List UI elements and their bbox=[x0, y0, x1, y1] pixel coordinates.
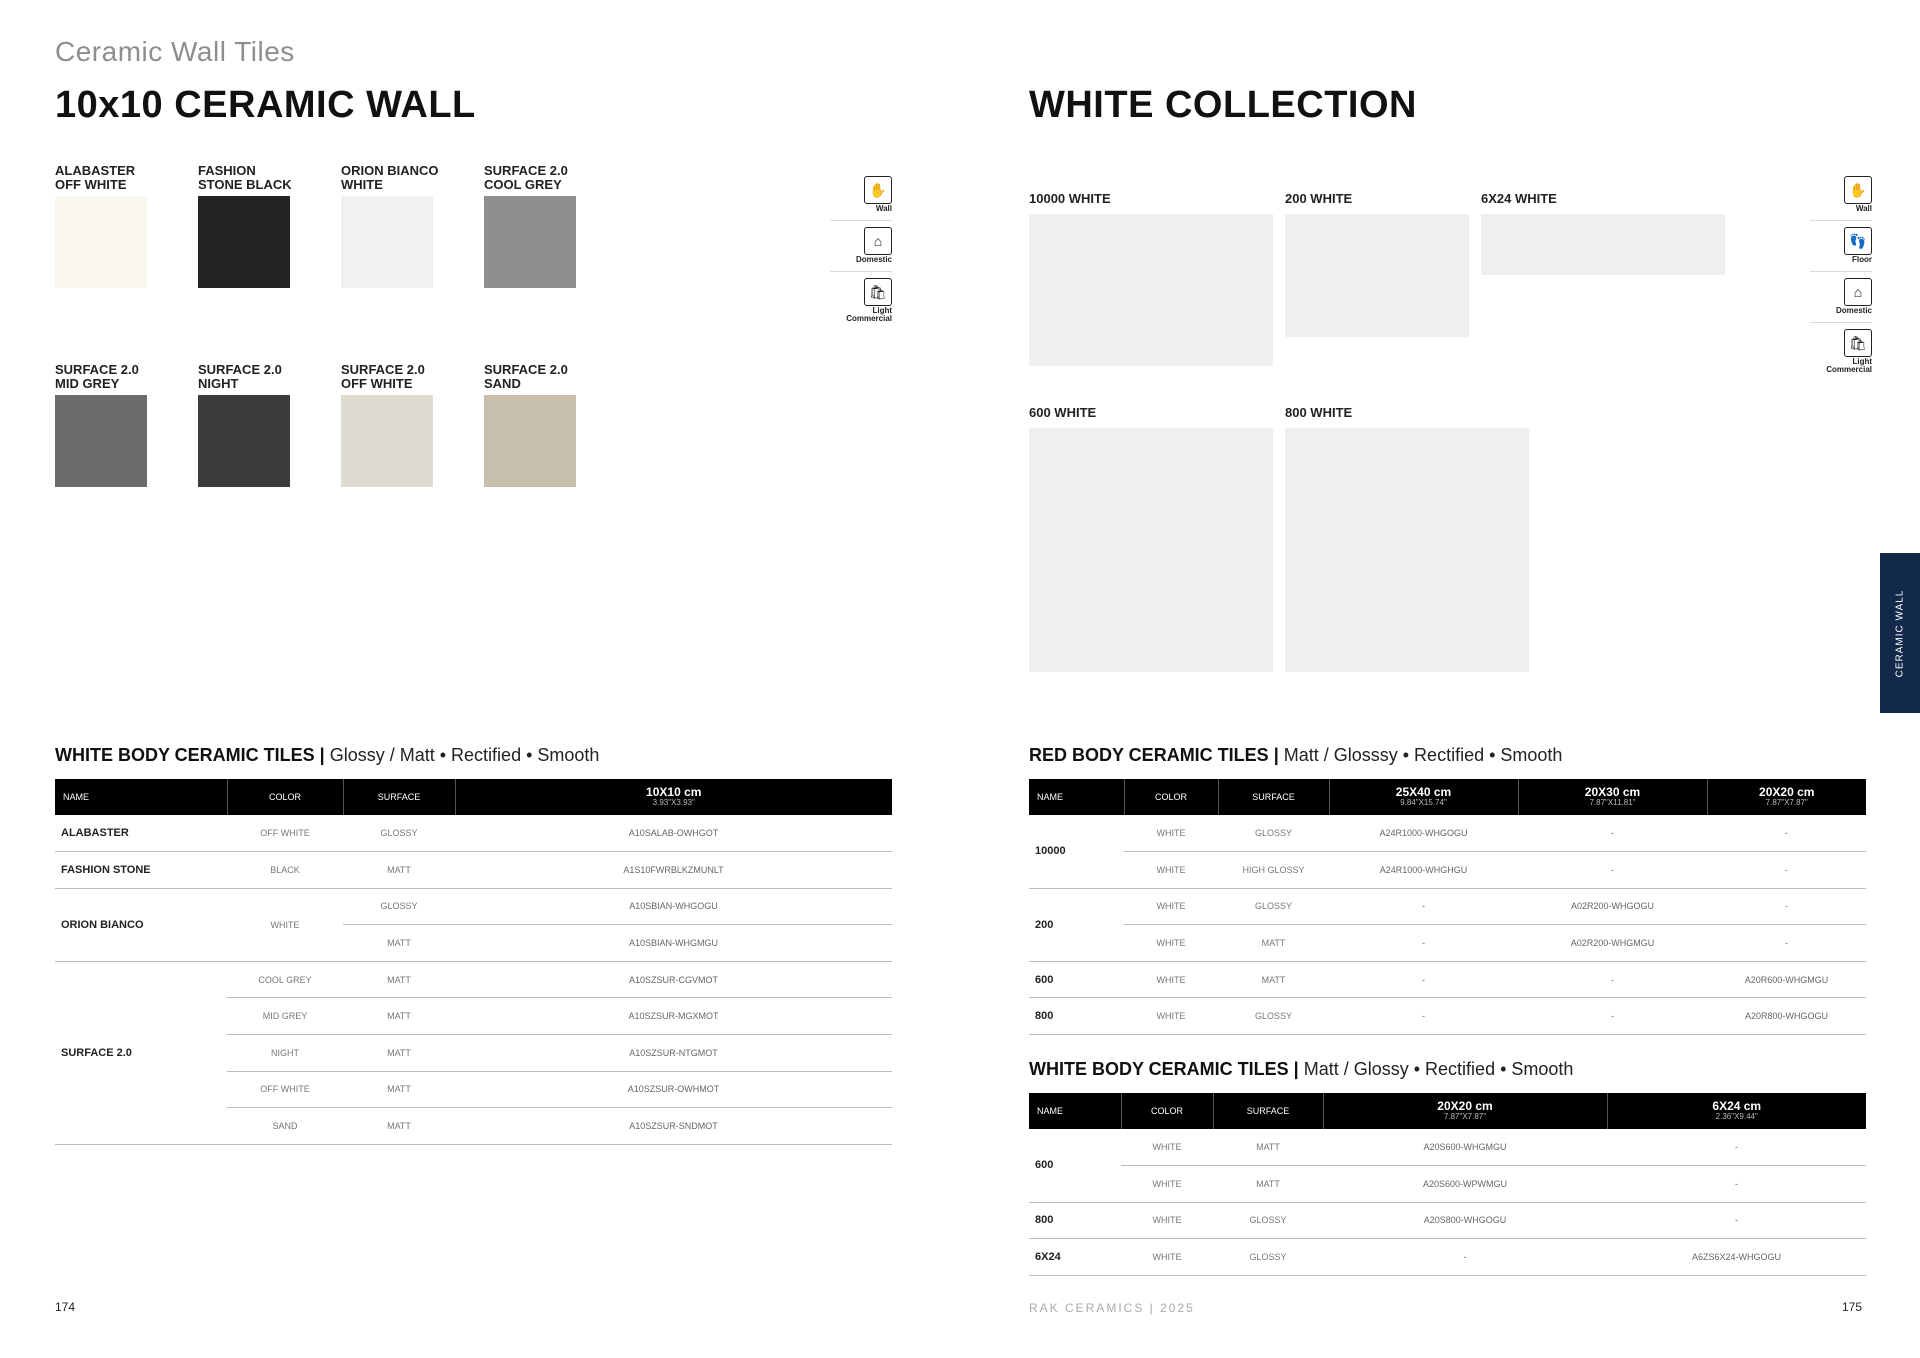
cell-surface: MATT bbox=[1213, 1129, 1323, 1166]
cell-code: - bbox=[1518, 998, 1707, 1035]
cell-name: 800 bbox=[1029, 998, 1124, 1035]
table-row bbox=[1029, 815, 1866, 852]
table-row bbox=[1029, 925, 1866, 962]
cell-surface: GLOSSY bbox=[343, 888, 455, 925]
cell-name: 800 bbox=[1029, 1202, 1121, 1239]
table-row bbox=[1029, 1202, 1866, 1239]
cell-code: - bbox=[1607, 1129, 1866, 1166]
tile-10000-white bbox=[1029, 214, 1273, 366]
white-body-table-left bbox=[55, 779, 892, 1145]
col-header-color: COLOR bbox=[227, 779, 343, 815]
size-label: 20X30 cm bbox=[1584, 785, 1641, 799]
cell-code: - bbox=[1329, 998, 1518, 1035]
cell-code: - bbox=[1323, 1239, 1607, 1276]
cell-code: - bbox=[1707, 888, 1866, 925]
table-row bbox=[55, 961, 892, 998]
swatch-orion-bianco bbox=[341, 164, 491, 288]
swatch-label: FASHION STONE BLACK bbox=[198, 163, 292, 192]
cell-name: ALABASTER bbox=[55, 815, 227, 852]
swatch-label: ORION BIANCO WHITE bbox=[341, 163, 439, 192]
swatch-alabaster bbox=[55, 164, 205, 288]
domestic-icon: ⌂ bbox=[1844, 278, 1872, 306]
cell-color: WHITE bbox=[1124, 888, 1218, 925]
col-header-size-20x20 bbox=[1707, 779, 1866, 815]
swatch-label: SURFACE 2.0 SAND bbox=[484, 362, 568, 391]
tile-600-white bbox=[1029, 428, 1273, 672]
table-row bbox=[55, 815, 892, 852]
cell-code: - bbox=[1329, 961, 1518, 998]
section-tab[interactable] bbox=[1880, 553, 1920, 713]
cell-code: - bbox=[1329, 888, 1518, 925]
tile-label-600: 600 WHITE bbox=[1029, 405, 1097, 420]
cell-code: A10SALAB-OWHGOT bbox=[455, 815, 892, 852]
cell-code: - bbox=[1707, 925, 1866, 962]
cell-code: A10SZSUR-SNDMOT bbox=[455, 1108, 892, 1145]
table-title-bold: WHITE BODY CERAMIC TILES | bbox=[1029, 1059, 1299, 1079]
cell-code: A02R200-WHGOGU bbox=[1518, 888, 1707, 925]
icon-caption: Domestic bbox=[855, 255, 892, 264]
cell-code: A10SZSUR-MGXMOT bbox=[455, 998, 892, 1035]
swatch-label: SURFACE 2.0 NIGHT bbox=[198, 362, 282, 391]
col-header-name: NAME bbox=[55, 779, 227, 815]
cell-color: WHITE bbox=[1121, 1166, 1213, 1203]
tile-label-6x24: 6X24 WHITE bbox=[1481, 191, 1557, 206]
cell-code: A1S10FWRBLKZMUNLT bbox=[455, 852, 892, 889]
table-row bbox=[1029, 852, 1866, 889]
icon-caption: Light Commercial bbox=[1826, 357, 1872, 374]
cell-code: A10SBIAN-WHGOGU bbox=[455, 888, 892, 925]
section-tab-label: CERAMIC WALL bbox=[1894, 589, 1906, 677]
cell-surface: GLOSSY bbox=[1218, 815, 1329, 852]
cell-color: WHITE bbox=[227, 888, 343, 961]
cell-surface: MATT bbox=[1218, 961, 1329, 998]
white-body-table-right bbox=[1029, 1093, 1866, 1276]
cell-name: 600 bbox=[1029, 961, 1124, 998]
table-row bbox=[1029, 998, 1866, 1035]
swatch-tile bbox=[55, 196, 147, 288]
swatch-surface-cool-grey bbox=[484, 164, 634, 288]
col-header-size-20x20 bbox=[1323, 1093, 1607, 1129]
usage-domestic bbox=[830, 221, 892, 272]
size-sub: 3.93"X3.93" bbox=[652, 798, 695, 807]
right-page bbox=[960, 0, 1920, 1358]
cell-color: WHITE bbox=[1121, 1202, 1213, 1239]
swatch-tile bbox=[198, 395, 290, 487]
table-title-left bbox=[55, 745, 599, 766]
cell-code: - bbox=[1607, 1166, 1866, 1203]
table-title-bold: RED BODY CERAMIC TILES | bbox=[1029, 745, 1279, 765]
cell-color: COOL GREY bbox=[227, 961, 343, 998]
cell-color: WHITE bbox=[1121, 1239, 1213, 1276]
cell-code: A10SBIAN-WHGMGU bbox=[455, 925, 892, 962]
cell-surface: MATT bbox=[1218, 925, 1329, 962]
cell-name: 200 bbox=[1029, 888, 1124, 961]
size-label: 10X10 cm bbox=[646, 785, 702, 799]
usage-light-commercial bbox=[830, 272, 892, 323]
wall-icon: ✋ bbox=[864, 176, 892, 204]
cell-code: A20S800-WHGOGU bbox=[1323, 1202, 1607, 1239]
size-sub: 7.87"X11.81" bbox=[1589, 798, 1636, 807]
size-sub: 2.36"X9.44" bbox=[1715, 1112, 1758, 1121]
cell-color: BLACK bbox=[227, 852, 343, 889]
icon-caption: Floor bbox=[1852, 255, 1872, 264]
page-number-right: 175 bbox=[1842, 1300, 1863, 1314]
cell-code: A24R1000-WHGOGU bbox=[1329, 815, 1518, 852]
cell-surface: MATT bbox=[1213, 1166, 1323, 1203]
col-header-size bbox=[455, 779, 892, 815]
cell-code: A24R1000-WHGHGU bbox=[1329, 852, 1518, 889]
cell-color: OFF WHITE bbox=[227, 1071, 343, 1108]
swatch-tile bbox=[55, 395, 147, 487]
cell-code: - bbox=[1518, 961, 1707, 998]
cell-color: OFF WHITE bbox=[227, 815, 343, 852]
table-row bbox=[1029, 961, 1866, 998]
table-row bbox=[55, 852, 892, 889]
cell-surface: MATT bbox=[343, 998, 455, 1035]
col-header-size-6x24 bbox=[1607, 1093, 1866, 1129]
cell-surface: MATT bbox=[343, 1035, 455, 1072]
tile-label-200: 200 WHITE bbox=[1285, 191, 1353, 206]
floor-icon: 👣 bbox=[1844, 227, 1872, 255]
table-title-red-body bbox=[1029, 745, 1562, 766]
cell-surface: MATT bbox=[343, 925, 455, 962]
swatch-surface-mid-grey bbox=[55, 363, 205, 487]
page-title-right: WHITE COLLECTION bbox=[1029, 84, 1417, 126]
cell-surface: HIGH GLOSSY bbox=[1218, 852, 1329, 889]
cell-color: WHITE bbox=[1124, 998, 1218, 1035]
usage-wall bbox=[1810, 170, 1872, 221]
cell-name: ORION BIANCO bbox=[55, 888, 227, 961]
cell-code: A6ZS6X24-WHGOGU bbox=[1607, 1239, 1866, 1276]
cell-surface: MATT bbox=[343, 852, 455, 889]
icon-caption: Wall bbox=[875, 204, 892, 213]
swatch-label: SURFACE 2.0 MID GREY bbox=[55, 362, 139, 391]
table-title-rest: Matt / Glosssy • Rectified • Smooth bbox=[1278, 745, 1563, 765]
cell-color: SAND bbox=[227, 1108, 343, 1145]
swatch-surface-night bbox=[198, 363, 348, 487]
cell-surface: GLOSSY bbox=[1218, 888, 1329, 925]
table-title-rest: Matt / Glossy • Rectified • Smooth bbox=[1298, 1059, 1574, 1079]
col-header-size-25x40 bbox=[1329, 779, 1518, 815]
usage-domestic bbox=[1810, 272, 1872, 323]
cell-code: A10SZSUR-CGVMOT bbox=[455, 961, 892, 998]
cell-code: - bbox=[1607, 1202, 1866, 1239]
red-body-table bbox=[1029, 779, 1866, 1035]
table-row bbox=[1029, 1129, 1866, 1166]
cell-name: 10000 bbox=[1029, 815, 1124, 888]
cell-color: WHITE bbox=[1124, 815, 1218, 852]
tile-label-10000: 10000 WHITE bbox=[1029, 191, 1111, 206]
size-label: 25X40 cm bbox=[1395, 785, 1452, 799]
cell-code: - bbox=[1707, 852, 1866, 889]
size-label: 20X20 cm bbox=[1759, 785, 1815, 799]
cell-name: 6X24 bbox=[1029, 1239, 1121, 1276]
table-row bbox=[55, 888, 892, 925]
cell-code: A20S600-WPWMGU bbox=[1323, 1166, 1607, 1203]
cell-surface: MATT bbox=[343, 961, 455, 998]
cell-surface: GLOSSY bbox=[343, 815, 455, 852]
table-title-rest: Glossy / Matt • Rectified • Smooth bbox=[324, 745, 600, 765]
cell-code: A20S600-WHGMGU bbox=[1323, 1129, 1607, 1166]
cell-code: A10SZSUR-OWHMOT bbox=[455, 1071, 892, 1108]
col-header-size-20x30 bbox=[1518, 779, 1707, 815]
swatch-label: SURFACE 2.0 OFF WHITE bbox=[341, 362, 425, 391]
cell-surface: GLOSSY bbox=[1213, 1202, 1323, 1239]
swatch-tile bbox=[484, 196, 576, 288]
tile-800-white bbox=[1285, 428, 1529, 672]
table-title-bold: WHITE BODY CERAMIC TILES | bbox=[55, 745, 325, 765]
swatch-fashion-stone bbox=[198, 164, 348, 288]
usage-wall bbox=[830, 170, 892, 221]
light-commercial-icon: 🛍 bbox=[864, 278, 892, 306]
swatch-tile bbox=[484, 395, 576, 487]
brand-footer: RAK CERAMICS | 2025 bbox=[1029, 1301, 1195, 1315]
page-title-left: 10x10 CERAMIC WALL bbox=[55, 84, 476, 126]
swatch-surface-sand bbox=[484, 363, 634, 487]
page-number-left: 174 bbox=[55, 1300, 76, 1314]
wall-icon: ✋ bbox=[1844, 176, 1872, 204]
cell-code: - bbox=[1518, 852, 1707, 889]
cell-surface: MATT bbox=[343, 1108, 455, 1145]
icon-caption: Wall bbox=[1855, 204, 1872, 213]
cell-color: WHITE bbox=[1121, 1129, 1213, 1166]
swatch-tile bbox=[341, 196, 433, 288]
col-header-color: COLOR bbox=[1121, 1093, 1213, 1129]
cell-color: NIGHT bbox=[227, 1035, 343, 1072]
cell-color: WHITE bbox=[1124, 925, 1218, 962]
cell-surface: MATT bbox=[343, 1071, 455, 1108]
tile-200-white bbox=[1285, 214, 1469, 337]
col-header-name: NAME bbox=[1029, 1093, 1121, 1129]
cell-code: A20R600-WHGMGU bbox=[1707, 961, 1866, 998]
cell-code: A20R800-WHGOGU bbox=[1707, 998, 1866, 1035]
swatch-tile bbox=[341, 395, 433, 487]
size-label: 6X24 cm bbox=[1712, 1099, 1762, 1113]
cell-name: FASHION STONE bbox=[55, 852, 227, 889]
domestic-icon: ⌂ bbox=[864, 227, 892, 255]
table-row bbox=[1029, 888, 1866, 925]
cell-name: SURFACE 2.0 bbox=[55, 961, 227, 1144]
icon-caption: Domestic bbox=[1835, 306, 1872, 315]
col-header-surface: SURFACE bbox=[1213, 1093, 1323, 1129]
cell-color: MID GREY bbox=[227, 998, 343, 1035]
swatch-tile bbox=[198, 196, 290, 288]
cell-code: A10SZSUR-NTGMOT bbox=[455, 1035, 892, 1072]
col-header-color: COLOR bbox=[1124, 779, 1218, 815]
cell-color: WHITE bbox=[1124, 961, 1218, 998]
col-header-surface: SURFACE bbox=[343, 779, 455, 815]
cell-code: - bbox=[1707, 815, 1866, 852]
swatch-label: ALABASTER OFF WHITE bbox=[55, 163, 136, 192]
cell-code: A02R200-WHGMGU bbox=[1518, 925, 1707, 962]
cell-color: WHITE bbox=[1124, 852, 1218, 889]
section-kicker: Ceramic Wall Tiles bbox=[55, 36, 295, 67]
tile-label-800: 800 WHITE bbox=[1285, 405, 1353, 420]
size-sub: 7.87"X7.87" bbox=[1765, 798, 1808, 807]
size-sub: 9.84"X15.74" bbox=[1400, 798, 1447, 807]
cell-name: 600 bbox=[1029, 1129, 1121, 1202]
table-row bbox=[1029, 1239, 1866, 1276]
tile-6x24-white bbox=[1481, 214, 1725, 275]
light-commercial-icon: 🛍 bbox=[1844, 329, 1872, 357]
swatch-surface-off-white bbox=[341, 363, 491, 487]
usage-icons-right bbox=[1810, 170, 1872, 374]
cell-code: - bbox=[1518, 815, 1707, 852]
usage-light-commercial bbox=[1810, 323, 1872, 374]
size-sub: 7.87"X7.87" bbox=[1443, 1112, 1487, 1121]
cell-code: - bbox=[1329, 925, 1518, 962]
size-label: 20X20 cm bbox=[1437, 1099, 1493, 1113]
icon-caption: Light Commercial bbox=[846, 306, 892, 323]
cell-surface: GLOSSY bbox=[1213, 1239, 1323, 1276]
usage-floor bbox=[1810, 221, 1872, 272]
table-title-white-body-right bbox=[1029, 1059, 1573, 1080]
table-row bbox=[1029, 1166, 1866, 1203]
usage-icons-left bbox=[830, 170, 892, 323]
cell-surface: GLOSSY bbox=[1218, 998, 1329, 1035]
swatch-label: SURFACE 2.0 COOL GREY bbox=[484, 163, 568, 192]
col-header-name: NAME bbox=[1029, 779, 1124, 815]
col-header-surface: SURFACE bbox=[1218, 779, 1329, 815]
